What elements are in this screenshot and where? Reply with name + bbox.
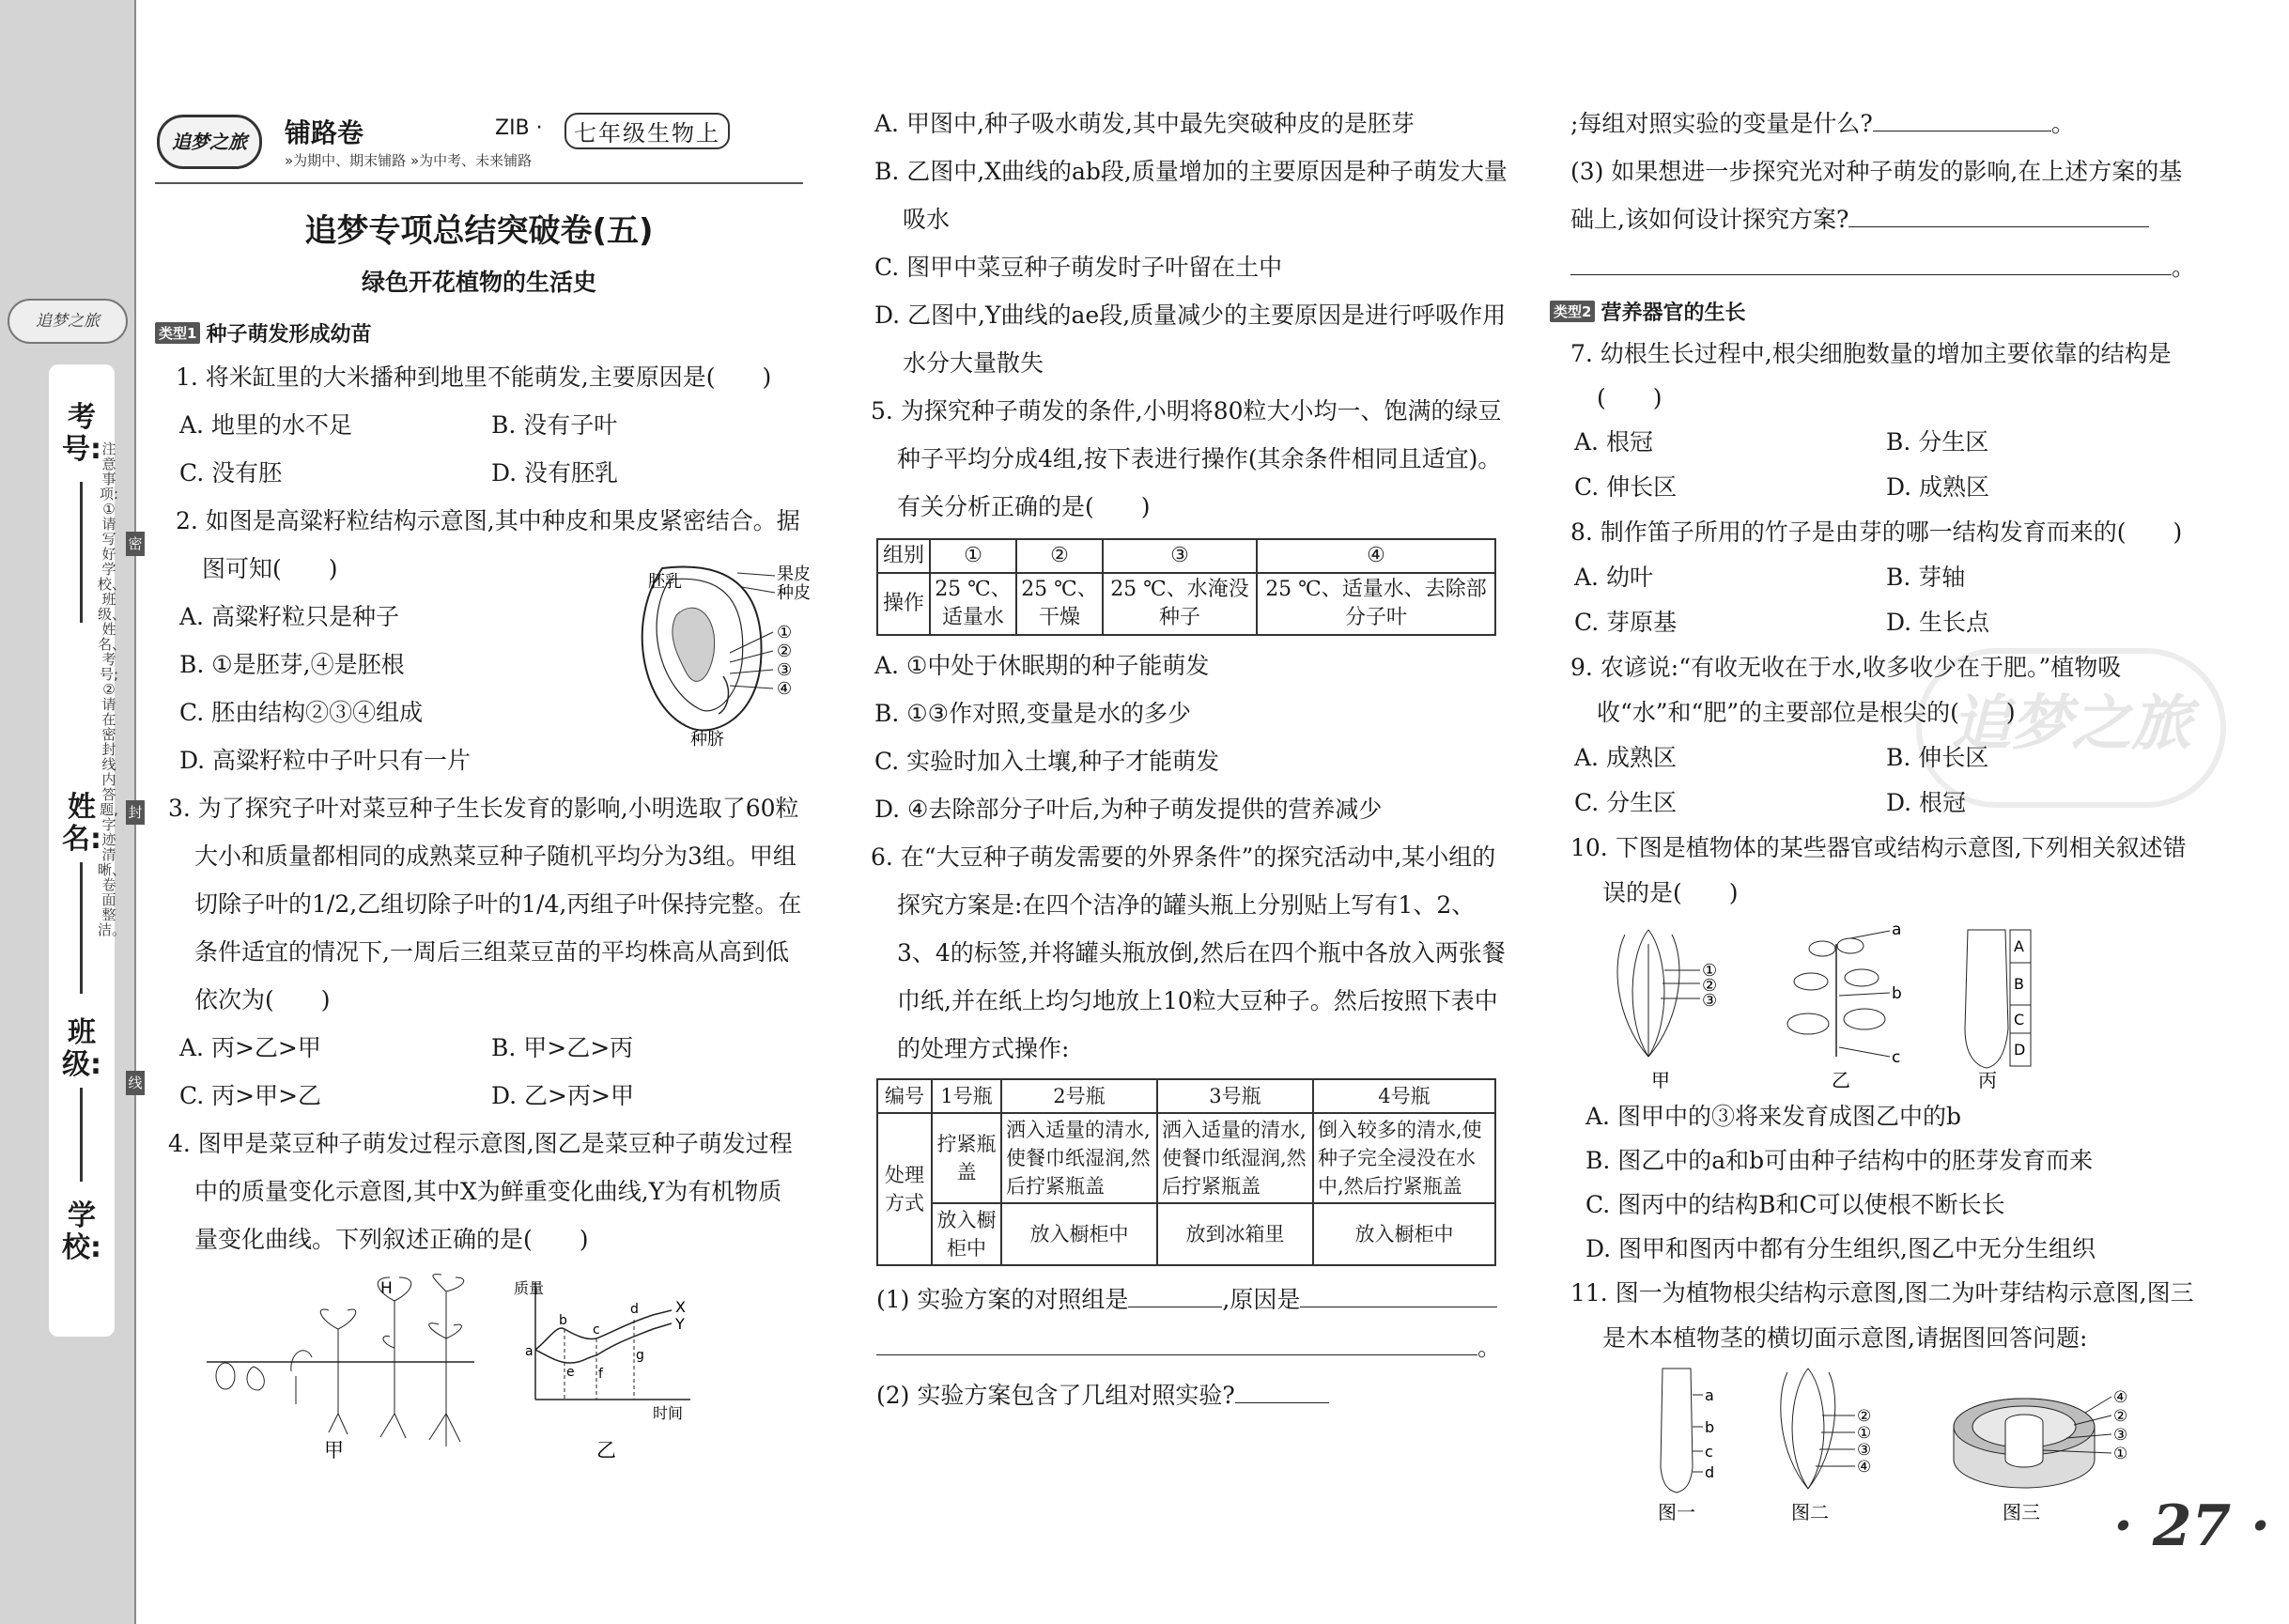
leaf-bud-figure [1617,930,1717,1091]
fig-label: 种脐 [690,730,724,750]
name-label: 姓名: [62,791,101,856]
answer-line-row [1550,243,2198,291]
question-2: 2. 如图是高粱籽粒结构示意图,其中种皮和果皮紧密结合。据图可知( ) [176,507,800,582]
option[interactable]: D. 高粱籽粒中子叶只有一片 [179,747,472,774]
question-2-block [155,497,811,784]
table-cell: ① [930,539,1016,573]
options-row [155,401,803,449]
table-cell: 25 ℃、干燥 [1016,573,1103,635]
option[interactable]: D. 图甲和图丙中都有分生组织,图乙中无分生组织 [1585,1235,2096,1262]
option[interactable]: C. 图甲中菜豆种子萌发时子叶留在土中 [874,254,1283,281]
school-label: 学校: [62,1199,101,1264]
fig-label: a [1705,1386,1714,1404]
option[interactable]: C. 芽原基 [1574,609,1678,636]
section-title: 种子萌发形成幼苗 [206,323,372,347]
question-11: 11. 图一为植物根尖结构示意图,图二为叶芽结构示意图,图三是木本植物茎的横切面示意图,请据图回答问题: [1570,1279,2194,1352]
figure-caption: 丙 [1978,1069,1997,1091]
question-4-figures [155,1263,803,1461]
table-row [877,539,1495,573]
point-label: a [525,1344,534,1359]
figure-caption: 乙 [1832,1069,1850,1091]
axis-label: 时间 [653,1404,684,1422]
option[interactable]: B. 图乙中的a和b可由种子结构中的胚芽发育而来 [1585,1147,2094,1174]
mass-change-graph [512,1273,794,1461]
options-row [1550,600,2198,645]
fig-label: ② [777,642,793,661]
option[interactable]: B. 没有子叶 [491,411,618,439]
axis-label: 质量 [514,1279,545,1297]
name-line[interactable] [80,862,83,994]
option[interactable]: A. 地里的水不足 [179,411,352,439]
section-badge: 类型1 [155,322,200,344]
table-cell: 操作 [877,573,930,635]
q5-table [876,538,1496,636]
sub-question-1 [850,1276,1508,1323]
options-row [1550,555,2198,600]
option[interactable]: C. 胚由结构②③④组成 [179,699,424,726]
options-row [155,1024,803,1072]
point-label: d [630,1302,639,1317]
fig-label: ② [1702,976,1718,996]
sub-question-text: ;每组对照实验的变量是什么? [1570,110,1873,137]
fig-label: ① [2113,1445,2128,1463]
table-cell: 组别 [877,539,930,573]
option[interactable]: D. 成熟区 [1886,473,1990,501]
option[interactable]: C. 伸长区 [1574,473,1678,501]
fig-label: D [2014,1041,2026,1059]
margin-logo: 追梦之旅 [8,299,128,344]
option[interactable]: A. 甲图中,种子吸水萌发,其中最先突破种皮的是胚芽 [874,110,1415,137]
option[interactable]: B. 分生区 [1886,428,1989,456]
question-9: 9. 农谚说:“有收无收在于水,收多收少在于肥。”植物吸收“水”和“肥”的主要部位是根尖的( ) [1570,654,2122,726]
option[interactable]: B. ①是胚芽,④是胚根 [179,651,405,678]
root-tip-figure [1965,930,2031,1091]
option[interactable]: A. 幼叶 [1574,564,1653,591]
section-heading [155,318,803,348]
class-label: 班级: [62,1016,101,1081]
sub-question-2 [850,1371,1508,1419]
point-label: c [593,1322,600,1338]
fig-label: ③ [1857,1441,1872,1460]
question-3: 3. 为了探究子叶对菜豆种子生长发育的影响,小明选取了60粒大小和质量都相同的成熟菜豆种子随机平均分为3组。甲组切除子叶的1/2,乙组切除子叶的1/4,丙组子叶保持完整。在条件适宜的情况下,一周后三组菜豆苗的平均株高从高到低依次为( ) [168,795,802,1013]
sub-question-3 [1550,147,2198,243]
option[interactable]: B. ①③作对照,变量是水的多少 [874,700,1192,727]
answer-line-row [850,1323,1508,1371]
root-tip-fig1 [1658,1369,1714,1523]
fig-label: d [1705,1463,1715,1481]
punctuation: 。 [2172,254,2196,281]
page-header [155,103,803,184]
seal-mark: 线 [126,1071,145,1095]
column-right [1550,100,2198,1521]
option[interactable]: D. 根冠 [1886,789,1967,816]
leaf-bud-fig2 [1781,1369,1871,1523]
option[interactable]: A. 高粱籽粒只是种子 [179,603,399,630]
fig-label: C [2014,1011,2025,1029]
fig-label: ④ [777,679,793,699]
page-number: · 27 · [2113,1493,2271,1559]
table-cell: ③ [1103,539,1257,573]
option[interactable]: C. 丙>甲>乙 [179,1082,322,1109]
punctuation: 。 [2050,110,2075,137]
figure-caption: 图二 [1791,1501,1829,1523]
figure-caption: 图三 [2003,1501,2040,1523]
table-cell: ② [1016,539,1103,573]
figure-caption: 图一 [1658,1501,1695,1523]
table-cell: 倒入较多的清水,使种子完全浸没在水中,然后拧紧瓶盖 [1313,1113,1495,1203]
options-row [1550,465,2198,510]
q11-figures [1550,1361,2198,1521]
fig-label: c [1892,1048,1901,1067]
table-cell: 编号 [877,1079,932,1113]
table-cell: 洒入适量的清水,使餐巾纸湿润,然后拧紧瓶盖 [1001,1113,1157,1203]
options-row [1550,781,2198,826]
fig-label: a [1892,920,1902,939]
table-row [877,573,1495,635]
answer-blank[interactable] [1235,1402,1329,1403]
point-label: g [636,1348,644,1363]
option[interactable]: A. 丙>乙>甲 [179,1034,321,1061]
option[interactable]: B. 伸长区 [1886,744,1989,771]
class-line[interactable] [80,1088,83,1182]
section-title: 营养器官的生长 [1601,302,1746,325]
table-cell: 放到冰箱里 [1157,1203,1313,1265]
column-left [155,103,811,1462]
table-cell: 洒入适量的清水,使餐巾纸湿润,然后拧紧瓶盖 [1157,1113,1313,1203]
point-label: e [566,1365,575,1380]
option[interactable]: C. 没有胚 [179,459,283,487]
question-1: 1. 将米缸里的大米播种到地里不能萌发,主要原因是( ) [176,363,772,391]
table-cell: 4号瓶 [1313,1079,1495,1113]
table-row [877,1203,1495,1265]
table-cell: 25 ℃、水淹没种子 [1103,573,1257,635]
exam-number-label: 考号: [62,401,101,466]
option[interactable]: D. ④去除部分子叶后,为种子萌发提供的营养减少 [874,796,1383,823]
paper-subtitle: 绿色开花植物的生活史 [361,269,596,296]
point-label: f [598,1367,603,1382]
option[interactable]: A. 图甲中的③将来发育成图乙中的b [1585,1103,1961,1130]
point-label: b [559,1313,567,1328]
table-cell: 2号瓶 [1001,1079,1157,1113]
exam-number-line[interactable] [80,482,83,623]
section-badge: 类型2 [1550,301,1595,322]
seal-mark: 密 [126,532,145,556]
series-tagline: »为期中、期末铺路 »为中考、未来铺路 [285,152,533,169]
fig-label: ③ [2113,1426,2128,1445]
fig-label: ② [1857,1407,1872,1426]
fig-label: ① [777,623,793,642]
fig-label: ③ [777,660,793,680]
fig-label: 种皮 [777,583,811,603]
option[interactable]: B. 甲>乙>丙 [491,1034,634,1061]
table-cell: 处理方式 [877,1113,932,1265]
series-title: 铺路卷 [285,117,364,148]
sub-question-2-cont [1550,100,2198,147]
option[interactable]: A. ①中处于休眠期的种子能萌发 [874,652,1210,679]
book-code: ZIB · [495,116,543,140]
seedling-figure [1787,920,1902,1091]
punctuation: 。 [1477,1334,1502,1361]
table-cell: 放入橱柜中 [932,1203,1001,1265]
table-row [877,1079,1495,1113]
table-row [877,1113,1495,1203]
option[interactable]: D. 没有胚乳 [491,459,619,487]
table-cell: 3号瓶 [1157,1079,1313,1113]
option[interactable]: C. 图丙中的结构B和C可以使根不断长长 [1585,1191,2005,1218]
figure-caption: 乙 [596,1439,616,1462]
fig-label: H [380,1279,393,1298]
answer-blank[interactable] [1848,226,2149,227]
table-cell: 放入橱柜中 [1313,1203,1495,1265]
question-5: 5. 为探究种子萌发的条件,小明将80粒大小均一、饱满的绿豆种子平均分成4组,按下表进行操作(其余条件相同且适宜)。有关分析正确的是( ) [871,397,1502,520]
option[interactable]: B. 芽轴 [1886,564,1966,591]
grade-subject: 七年级生物上 [565,113,730,149]
table-cell: 拧紧瓶盖 [932,1113,1001,1203]
option[interactable]: A. 成熟区 [1574,744,1677,771]
fig-label: ④ [2113,1388,2128,1407]
table-cell: 25 ℃、适量水、去除部分子叶 [1257,573,1495,635]
fig-label: ① [1702,961,1718,981]
sorghum-grain-figure [625,559,811,750]
seal-mark: 封 [126,800,145,825]
curve-label: X [675,1298,686,1316]
options-row [1550,420,2198,465]
option[interactable]: D. 乙图中,Y曲线的ae段,质量减少的主要原因是进行呼吸作用水分大量散失 [874,302,1507,377]
figure-caption: 甲 [1651,1069,1670,1091]
table-cell: 25 ℃、适量水 [930,573,1016,635]
option[interactable]: C. 分生区 [1574,789,1678,816]
q6-table [876,1078,1496,1266]
brand-logo: 追梦之旅 [157,115,262,169]
question-10: 10. 下图是植物体的某些器官或结构示意图,下列相关叙述错误的是( ) [1570,834,2187,906]
paper-title: 追梦专项总结突破卷(五) [304,212,654,250]
section-heading [1550,297,2198,326]
table-cell: ④ [1257,539,1495,573]
table-cell: 放入橱柜中 [1001,1203,1157,1265]
option[interactable]: D. 乙>丙>甲 [491,1082,634,1109]
options-row [155,449,803,497]
sub-question-text: ,原因是 [1222,1286,1301,1313]
fig-label: ① [1857,1424,1872,1443]
option[interactable]: C. 实验时加入土壤,种子才能萌发 [874,748,1220,775]
fig-label: ③ [1702,991,1718,1011]
question-8: 8. 制作笛子所用的竹子是由芽的哪一结构发育而来的( ) [1570,518,2183,546]
fig-label: ② [2113,1407,2128,1426]
question-7: 7. 幼根生长过程中,根尖细胞数量的增加主要依靠的结构是( ) [1570,340,2172,411]
fig-label: B [2014,975,2024,993]
fig-label: b [1892,984,1902,1003]
option[interactable]: A. 根冠 [1574,428,1653,456]
question-4: 4. 图甲是菜豆种子萌发过程示意图,图乙是菜豆种子萌发过程中的质量变化示意图,其中X为鲜重变化曲线,Y为有机物质量变化曲线。下列叙述正确的是( ) [168,1130,793,1253]
option[interactable]: B. 乙图中,X曲线的ab段,质量增加的主要原因是种子萌发大量吸水 [874,158,1508,233]
sub-question-text: (3) 如果想进一步探究光对种子萌发的影响,在上述方案的基础上,该如何设计探究方案? [1570,158,2183,233]
fig-label: b [1705,1418,1715,1436]
q10-figures [1550,916,2198,1094]
column-middle [850,100,1508,1419]
fig-label: 果皮 [777,565,811,584]
options-row [155,1072,803,1120]
answer-blank[interactable] [876,1354,1477,1355]
question-6: 6. 在“大豆种子萌发需要的外界条件”的探究活动中,某小组的探究方案是:在四个洁净的罐头瓶上分别贴上写有1、2、3、4的标签,并将罐头瓶放倒,然后在四个瓶中各放入两张餐巾纸,并在纸上均匀地放上10粒大豆种子。然后按照下表中的处理方式操作: [871,843,1506,1062]
stem-cross-section-fig3 [1954,1388,2127,1523]
sub-question-text: (2) 实验方案包含了几组对照实验? [876,1382,1235,1409]
watermark-logo: 追梦之旅 [1916,648,2226,808]
fig-label: c [1705,1443,1713,1461]
exam-notice: 注意事项:①请写好学校、班级、姓名、考号;②请在密封线内答题,字迹清晰、卷面整洁。 [98,441,127,938]
sub-question-text: (1) 实验方案的对照组是 [876,1286,1129,1313]
curve-label: Y [675,1315,685,1333]
fig-label: 胚乳 [648,572,682,592]
answer-blank[interactable] [1570,274,2172,275]
table-cell: 1号瓶 [932,1079,1001,1113]
option[interactable]: D. 生长点 [1886,609,1990,636]
bean-germination-figure [207,1273,479,1461]
fig-label: A [2014,937,2024,955]
figure-caption: 甲 [324,1439,344,1462]
fig-label: ④ [1857,1458,1872,1477]
options-row [1550,735,2198,781]
